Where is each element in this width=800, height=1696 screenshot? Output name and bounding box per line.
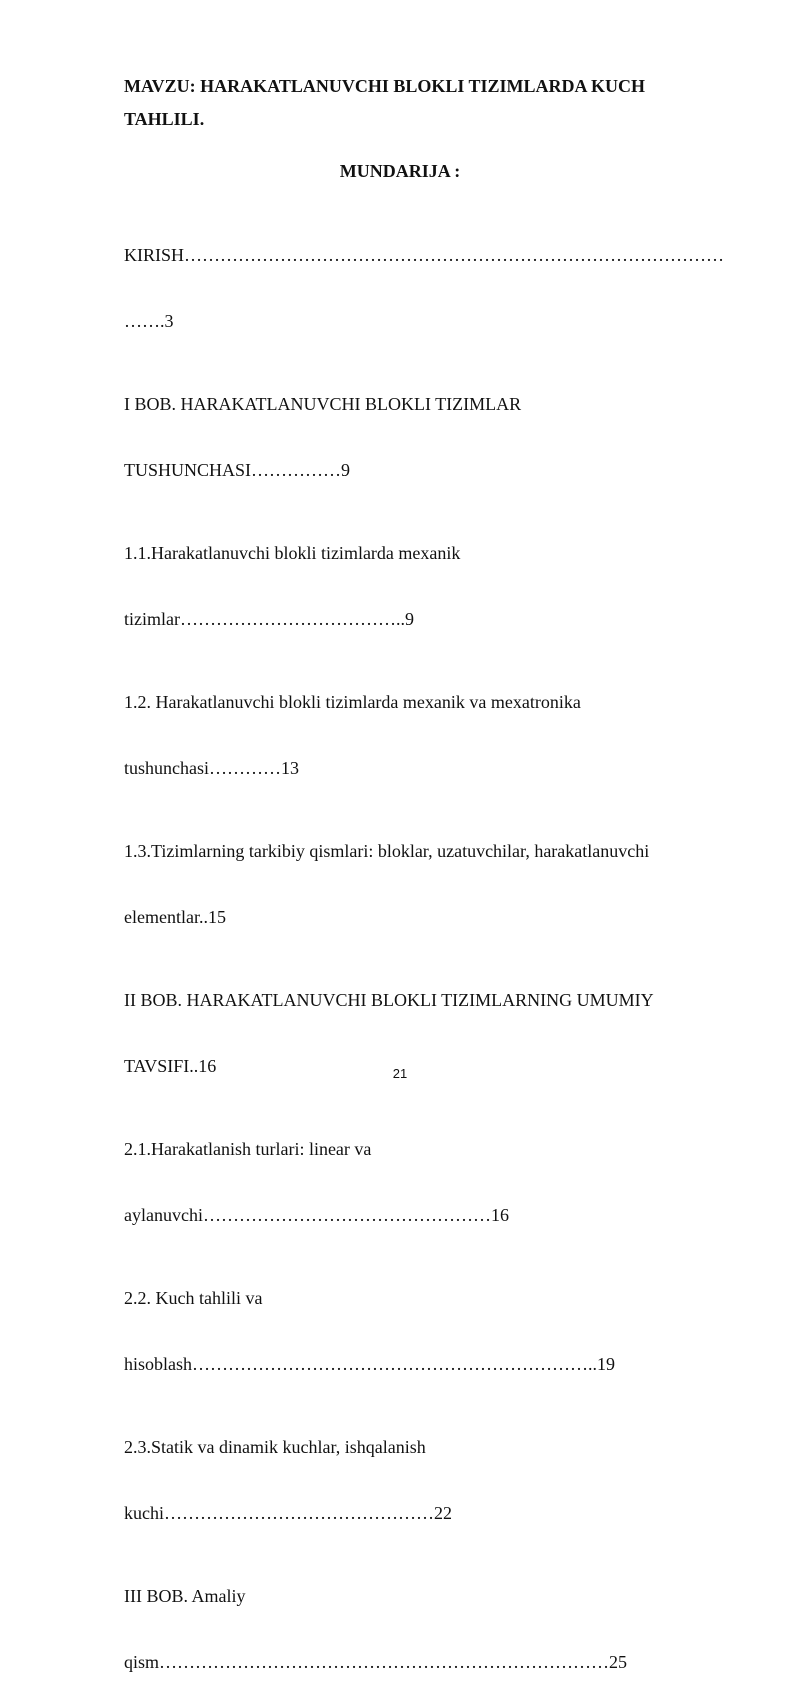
toc-entry-line: hisoblash…………………………………………………………..19 [124,1354,616,1374]
toc-entry-line: III BOB. Amaliy [124,1586,246,1606]
toc-entry-chapter-1 [124,355,744,487]
toc-entry-1-2 [124,653,744,785]
toc-entry-2-2 [124,1249,744,1381]
page-number: 21 [392,1066,408,1081]
toc-entry-line: tizimlar………………………………..9 [124,609,414,629]
table-of-contents [124,206,744,1696]
document-title-text: MAVZU: HARAKATLANUVCHI BLOKLI TIZIMLARDA KUCH TAHLILI. [124,76,646,129]
toc-entry-line: KIRISH……………………………………………………………………………… [124,245,725,265]
toc-entry-1-1 [124,504,744,636]
toc-entry-line: …….3 [124,311,174,331]
toc-entry-line: 2.3.Statik va dinamik kuchlar, ishqalanish [124,1437,426,1457]
toc-entry-chapter-3 [124,1547,744,1679]
toc-entry-2-3 [124,1398,744,1530]
toc-entry-2-1 [124,1100,744,1232]
toc-entry-line: elementlar..15 [124,907,226,927]
toc-entry-line: tushunchasi…………13 [124,758,299,778]
toc-entry-line: aylanuvchi…………………………………………16 [124,1205,509,1225]
toc-entry-line: 2.1.Harakatlanish turlari: linear va [124,1139,372,1159]
toc-entry-line: II BOB. HARAKATLANUVCHI BLOKLI TIZIMLARNING UMUMIY [124,990,654,1010]
toc-entry-line: 2.2. Kuch tahlili va [124,1288,263,1308]
document-title [124,70,724,136]
toc-entry-kirish [124,206,744,338]
toc-entry-chapter-2 [124,951,744,1083]
toc-entry-line: 1.2. Harakatlanuvchi blokli tizimlarda mexanik va mexatronika [124,692,581,712]
toc-entry-line: 1.3.Tizimlarning tarkibiy qismlari: bloklar, uzatuvchilar, harakatlanuvchi [124,841,650,861]
toc-entry-line: kuchi………………………………………22 [124,1503,452,1523]
toc-entry-1-3 [124,802,744,934]
toc-entry-line: TUSHUNCHASI……………9 [124,460,351,480]
toc-entry-line: I BOB. HARAKATLANUVCHI BLOKLI TIZIMLAR [124,394,522,414]
toc-entry-line: qism…………………………………………………………………25 [124,1652,628,1672]
contents-heading: MUNDARIJA : [339,161,461,181]
toc-entry-line: 1.1.Harakatlanuvchi blokli tizimlarda mexanik [124,543,461,563]
toc-entry-line: TAVSIFI..16 [124,1056,217,1076]
